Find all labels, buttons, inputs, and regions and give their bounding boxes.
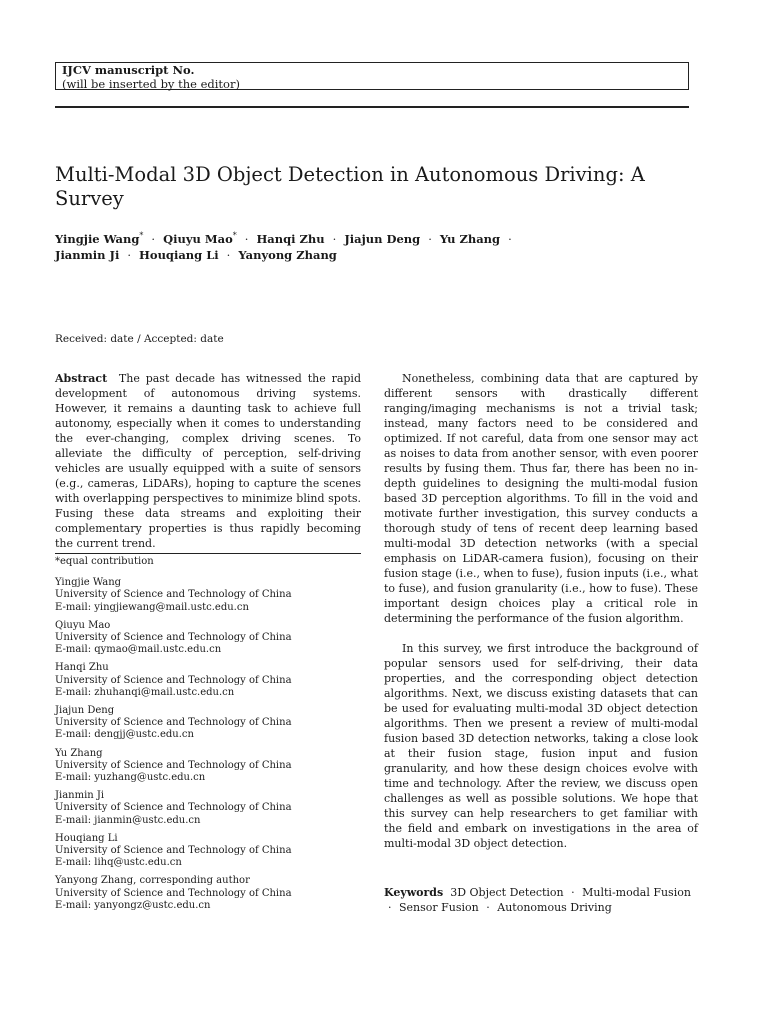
- affiliation-name: Houqiang Li: [55, 832, 118, 844]
- manuscript-number: IJCV manuscript No.: [62, 63, 195, 77]
- affiliation-email: E-mail: qymao@mail.ustc.edu.cn: [55, 644, 222, 656]
- equal-contribution-mark: *: [139, 231, 144, 240]
- author-name: Yanyong Zhang: [238, 247, 337, 262]
- keyword: 3D Object Detection: [450, 886, 564, 899]
- author-name: Hanqi Zhu: [256, 231, 325, 246]
- keywords-label: Keywords: [384, 886, 444, 899]
- abstract-section: [55, 371, 361, 551]
- manuscript-note: (will be inserted by the editor): [62, 77, 240, 91]
- author-name: Yu Zhang: [439, 231, 501, 246]
- keyword: Multi-modal Fusion: [582, 886, 691, 899]
- affiliation-institution: University of Science and Technology of China: [55, 632, 292, 644]
- keyword-separator: ·: [388, 901, 392, 914]
- author-name: Jiajun Deng: [344, 231, 421, 246]
- author-separator: ·: [508, 231, 512, 246]
- abstract-text: The past decade has witnessed the rapid development of autonomous driving systems. However, it remains a daunting task to achieve full autonomy, especially when it comes to understanding the ever-changing, complex driving scenes. To alleviate the difficulty of perception, self-driving vehicles are usually equipped with a suite of sensors (e.g., cameras, LiDARs), hoping to capture the scenes with overlapping perspectives to minimize blind spots. Fusing these data streams and exploiting their complementary properties is thus rapidly becoming the current trend.: [55, 372, 361, 550]
- header-rule: [55, 106, 689, 108]
- affiliation-institution: University of Science and Technology of China: [55, 589, 292, 601]
- affiliation-entry: [55, 875, 361, 912]
- keyword-separator: ·: [486, 901, 490, 914]
- body-paragraph-2: In this survey, we first introduce the background of popular sensors used for self-driving, their data properties, and the corresponding object detection algorithms. Next, we discuss existing datasets that can be used for evaluating multi-modal 3D object detection algorithms. Then we present a review of multi-modal fusion based 3D detection networks, taking a close look at their fusion stage, fusion input and fusion granularity, and how these design choices evolve with time and technology. After the review, we discuss open challenges as well as possible solutions. We hope that this survey can help researchers to get familiar with the field and embark on investigations in the area of multi-modal 3D object detection.: [384, 642, 698, 850]
- author-name: Jianmin Ji: [55, 247, 120, 262]
- keyword: Autonomous Driving: [497, 901, 612, 914]
- author-line-1: [55, 228, 695, 247]
- abstract-label: Abstract: [55, 372, 108, 385]
- affiliation-institution: University of Science and Technology of China: [55, 717, 292, 729]
- affiliation-entry: [55, 662, 361, 699]
- affiliation-entry: [55, 790, 361, 827]
- author-separator: ·: [127, 247, 132, 262]
- affiliation-entry: [55, 577, 361, 614]
- equal-contribution-mark: *: [232, 231, 237, 240]
- equal-contribution-note: *equal contribution: [55, 556, 154, 567]
- author-name: Yingjie Wang: [55, 231, 140, 246]
- keywords-section: [384, 885, 698, 915]
- affiliation-institution: University of Science and Technology of China: [55, 759, 292, 771]
- affiliation-institution: University of Science and Technology of China: [55, 887, 292, 899]
- keyword-separator: ·: [571, 886, 575, 899]
- affiliation-email: E-mail: yingjiewang@mail.ustc.edu.cn: [55, 601, 249, 613]
- affiliation-institution: University of Science and Technology of China: [55, 802, 292, 814]
- affiliation-email: E-mail: yanyongz@ustc.edu.cn: [55, 899, 211, 911]
- author-separator: ·: [226, 247, 231, 262]
- affiliation-email: E-mail: dengjj@ustc.edu.cn: [55, 729, 194, 741]
- affiliation-name: Yanyong Zhang, corresponding author: [55, 875, 250, 887]
- author-separator: ·: [428, 231, 432, 246]
- manuscript-info-box: [55, 62, 689, 90]
- paper-title: Multi-Modal 3D Object Detection in Autonomous Driving: A Survey: [55, 163, 645, 210]
- affiliation-name: Qiuyu Mao: [55, 619, 111, 631]
- body-paragraph-1: Nonetheless, combining data that are captured by different sensors with drastically different ranging/imaging mechanisms is not a trivial task; instead, many factors need to be considered and optimized. If not careful, data from one sensor may act as noises to data from another sensor, with even poorer results by fusing them. Thus far, there has been no in-depth guidelines to designing the multi-modal fusion based 3D perception algorithms. To fill in the void and motivate further investigation, this survey conducts a thorough study of tens of recent deep learning based multi-modal 3D detection networks (with a special emphasis on LiDAR-camera fusion), focusing on their fusion stage (i.e., when to fuse), fusion inputs (i.e., what to fuse), and fusion granularity (i.e., how to fuse). These important design choices play a critical role in determining the performance of the fusion algorithm.: [384, 372, 698, 625]
- affiliation-entry: [55, 833, 361, 870]
- footnotes: [55, 556, 361, 918]
- affiliation-entry: [55, 748, 361, 785]
- affiliation-institution: University of Science and Technology of China: [55, 845, 292, 857]
- affiliation-name: Yu Zhang: [55, 747, 103, 759]
- affiliation-email: E-mail: zhuhanqi@mail.ustc.edu.cn: [55, 686, 235, 698]
- affiliation-name: Hanqi Zhu: [55, 662, 109, 674]
- affiliation-entry: [55, 620, 361, 657]
- introduction-section: [384, 371, 698, 851]
- author-separator: ·: [332, 231, 337, 246]
- author-list: [55, 228, 695, 263]
- received-date: Received: date / Accepted: date: [55, 333, 224, 345]
- affiliation-entry: [55, 705, 361, 742]
- affiliation-name: Yingjie Wang: [55, 577, 122, 589]
- author-separator: ·: [151, 231, 156, 246]
- keyword: Sensor Fusion: [399, 901, 479, 914]
- author-name: Houqiang Li: [139, 247, 219, 262]
- affiliation-email: E-mail: jianmin@ustc.edu.cn: [55, 814, 201, 826]
- author-separator: ·: [244, 231, 249, 246]
- affiliation-name: Jiajun Deng: [55, 705, 115, 717]
- affiliation-email: E-mail: lihq@ustc.edu.cn: [55, 857, 182, 869]
- affiliation-institution: University of Science and Technology of China: [55, 674, 292, 686]
- affiliation-email: E-mail: yuzhang@ustc.edu.cn: [55, 772, 206, 784]
- affiliation-name: Jianmin Ji: [55, 790, 105, 802]
- author-line-2: [55, 247, 695, 263]
- footnote-rule: [55, 553, 361, 554]
- author-name: Qiuyu Mao: [163, 231, 233, 246]
